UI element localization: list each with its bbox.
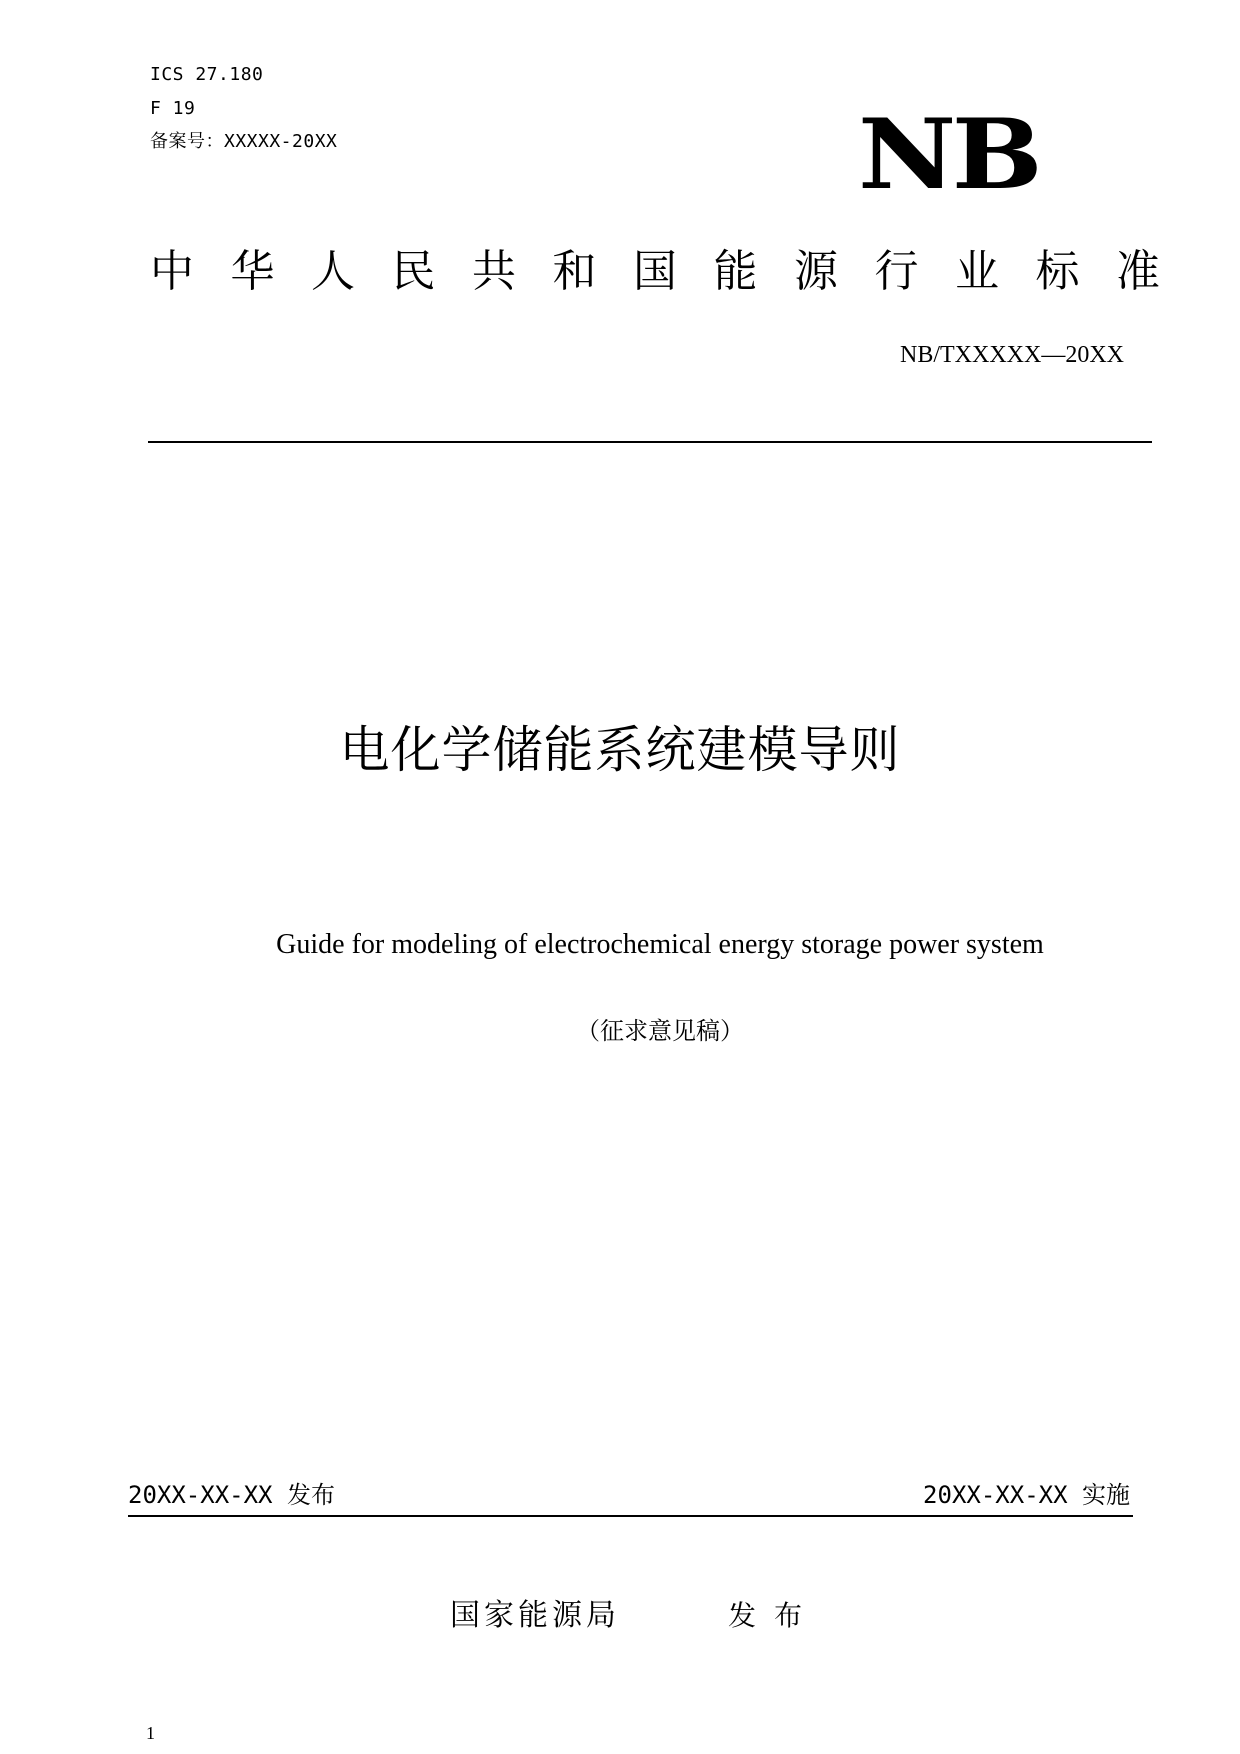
standard-title-char: 标 <box>1035 246 1080 297</box>
issuer-name: 国家能源局 <box>450 1598 620 1633</box>
standard-title-char: 业 <box>955 246 999 297</box>
standard-title-char: 和 <box>552 246 597 297</box>
standard-title-char: 国 <box>633 246 677 297</box>
document-title-cn: 电化学储能系统建模导则 <box>339 721 901 779</box>
document-title-en: Guide for modeling of electrochemical energy storage power system <box>276 929 1044 960</box>
ccs-code: F 19 <box>150 98 196 119</box>
standard-number: NB/TXXXXX—20XX <box>900 342 1124 368</box>
standard-title-char: 共 <box>472 246 516 297</box>
ics-code: ICS 27.180 <box>150 64 264 85</box>
implement-date: 20XX-XX-XX 实施 <box>923 1481 1130 1509</box>
standard-title-char: 中 <box>150 246 194 297</box>
page-number: 1 <box>146 1723 155 1743</box>
standard-title-char: 华 <box>230 246 275 297</box>
issue-label: 发布 <box>728 1599 821 1632</box>
standard-title-char: 源 <box>794 246 838 297</box>
filing-number: 备案号：XXXXX-20XX <box>150 131 338 152</box>
draft-note: （征求意见稿） <box>576 1017 744 1045</box>
publish-date: 20XX-XX-XX 发布 <box>128 1481 335 1509</box>
footer-divider <box>128 1515 1133 1517</box>
standard-title-char: 能 <box>713 246 758 297</box>
standard-title-char: 人 <box>311 246 355 297</box>
standard-title-char: 行 <box>874 246 919 297</box>
standard-title-char: 民 <box>391 246 436 297</box>
header-divider <box>148 441 1152 443</box>
nb-logo: NB <box>858 98 1039 211</box>
standard-title-char: 准 <box>1116 246 1160 297</box>
standard-title <box>150 246 1160 298</box>
